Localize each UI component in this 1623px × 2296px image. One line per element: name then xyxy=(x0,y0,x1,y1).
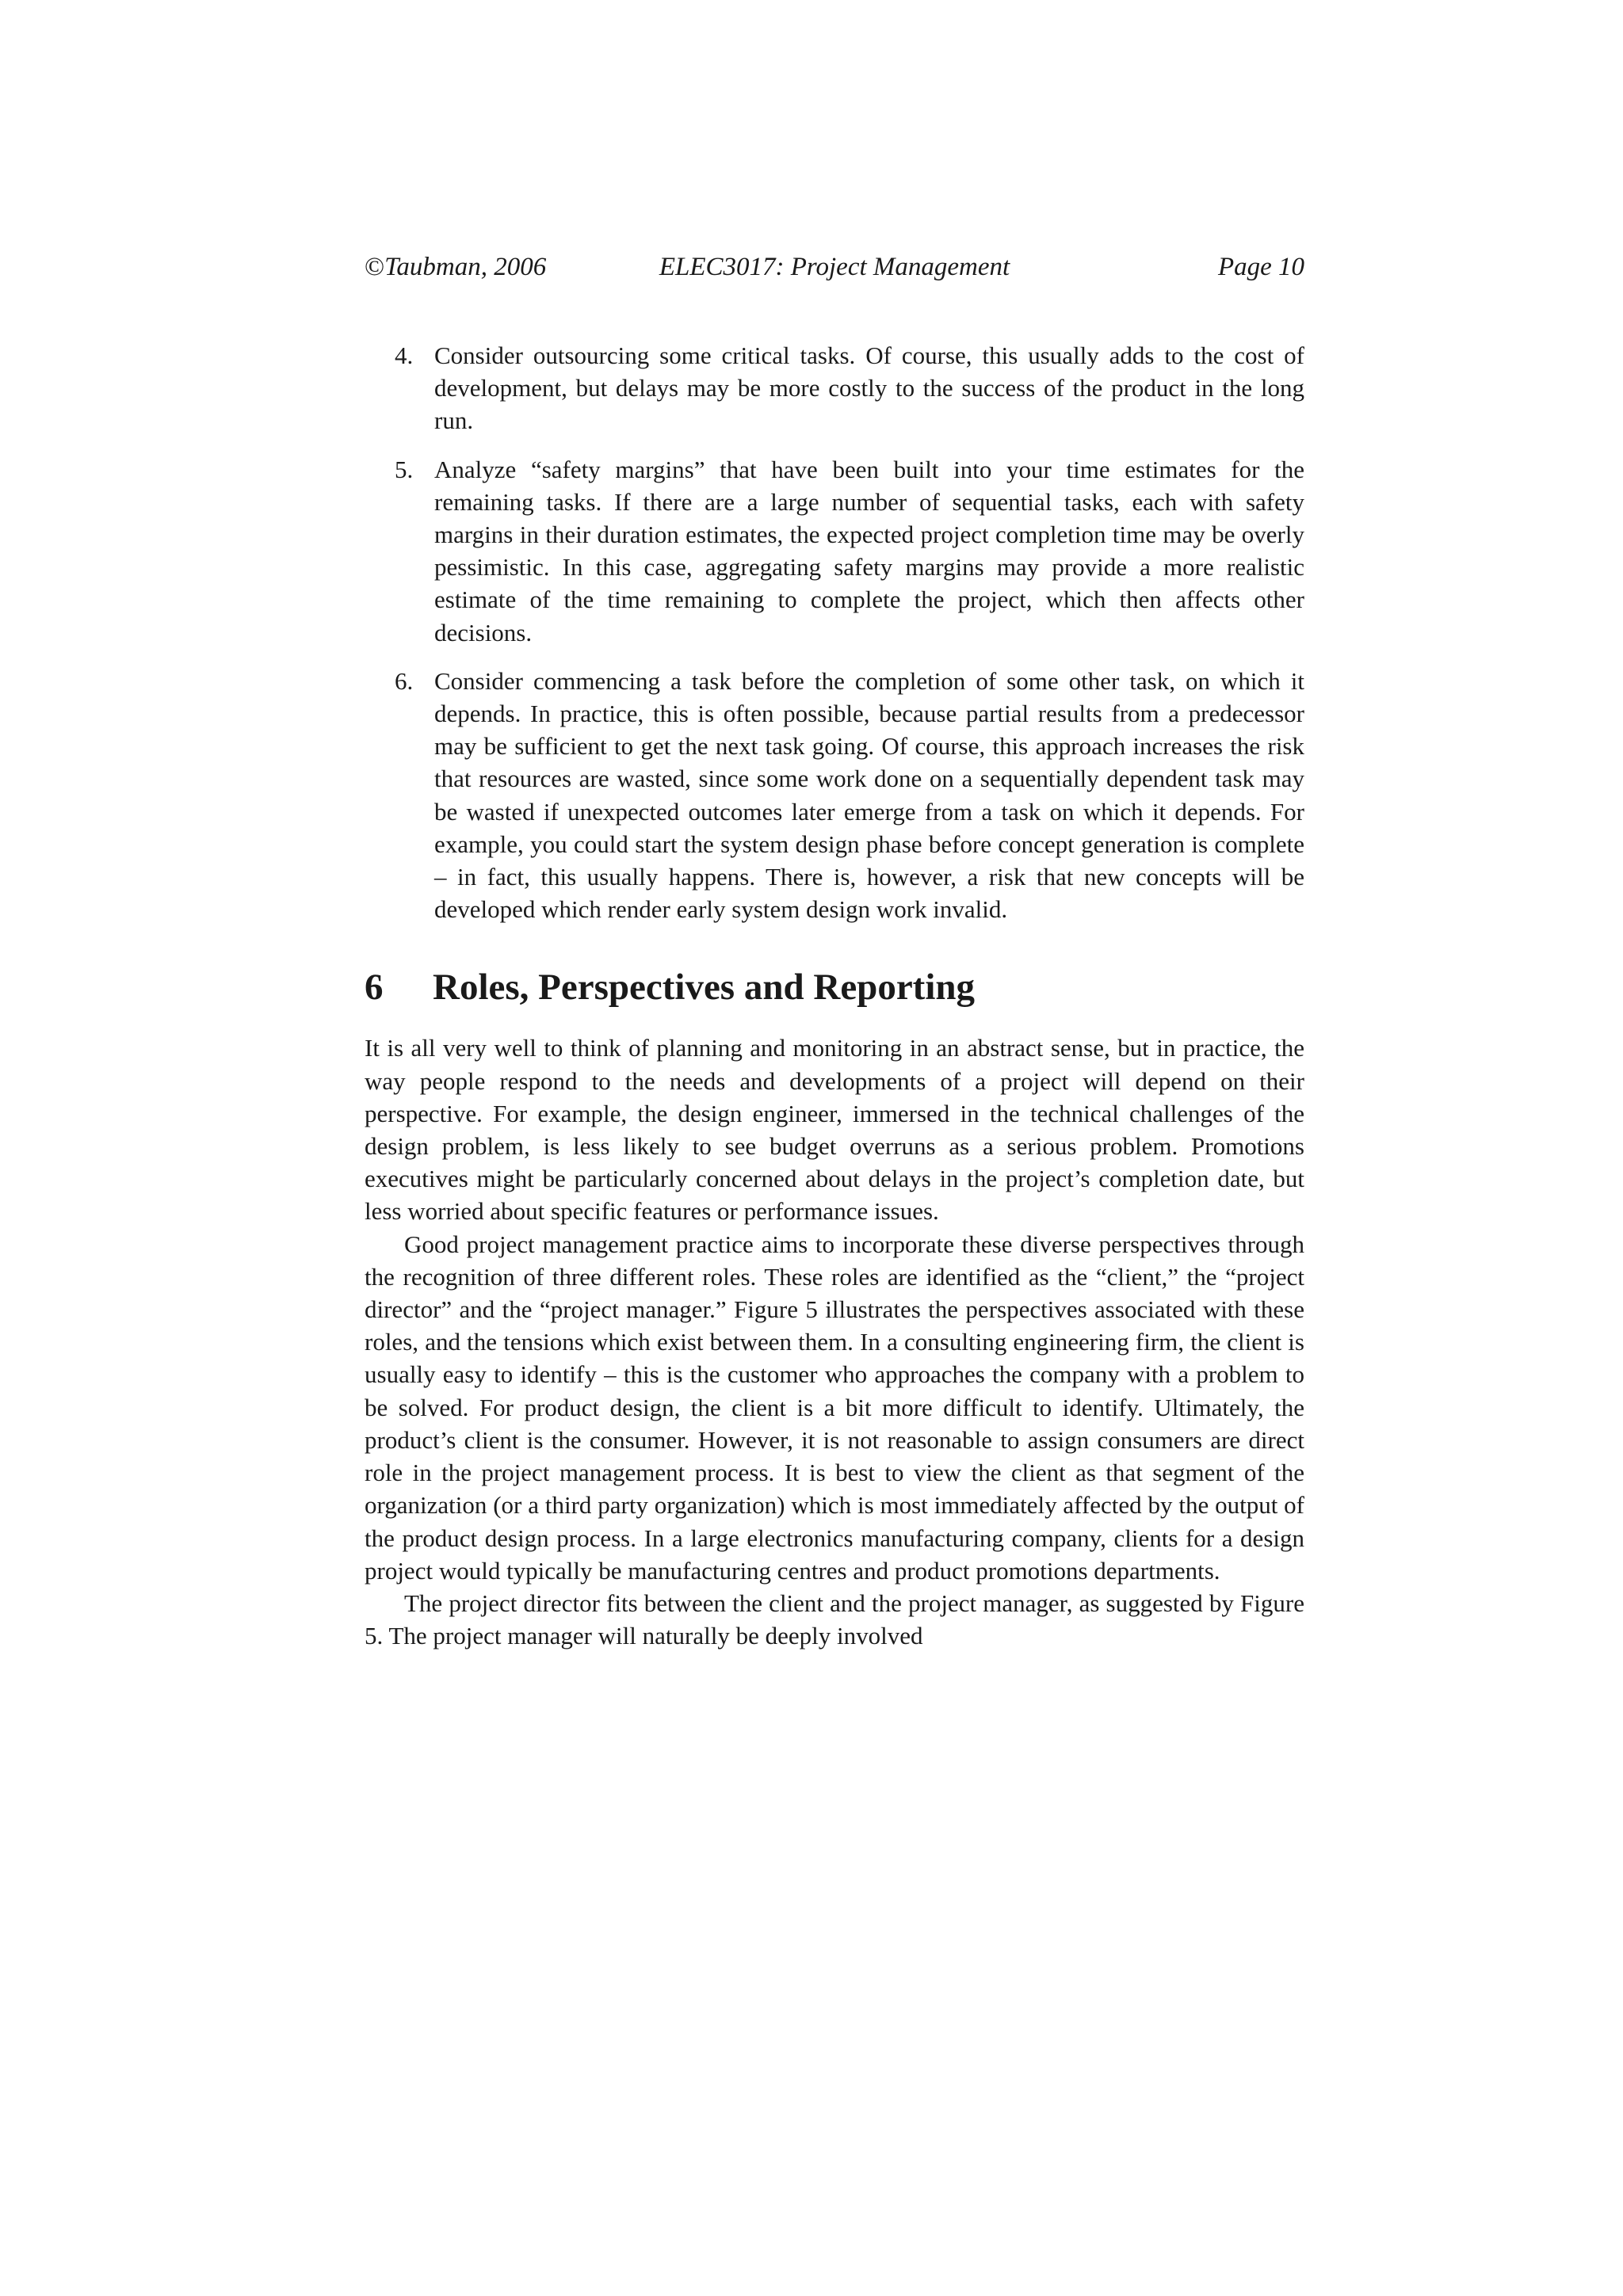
numbered-list xyxy=(365,339,1304,925)
copyright-symbol: © xyxy=(365,253,385,281)
body-content xyxy=(365,339,1304,1652)
list-item xyxy=(365,339,1304,437)
header-course: ELEC3017: Project Management xyxy=(659,253,1010,281)
header-author-year: Taubman, 2006 xyxy=(384,253,547,281)
list-item-number: 6. xyxy=(395,666,414,695)
list-item xyxy=(365,665,1304,926)
section-number: 6 xyxy=(365,967,384,1009)
paragraph: Good project management practice aims to incorporate these diverse perspectives through the recognition of three different roles. These roles are identified as the “client,” the “project director” and the “project manager.” Figure 5 illustrates the perspectives associated with these roles, and the tensions which exist between them. In a consulting engineering firm, the client is usually easy to identify – this is the customer who approaches the company with a problem to be solved. For product design, the client is a bit more difficult to identify. Ultimately, the product’s client is the consumer. However, it is not reasonable to assign consumers are direct role in the project management process. It is best to view the client as that segment of the organization (or a third party organization) which is most immediately affected by the output of the product design process. In a large electronics manufacturing company, clients for a design project would typically be manufacturing centres and product promotions departments. xyxy=(365,1230,1304,1585)
paragraph: It is all very well to think of planning and monitoring in an abstract sense, but in practice, the way people respond to the needs and developments of a project will depend on their perspective. For example, the design engineer, immersed in the technical challenges of the design problem, is less likely to see budget overruns as a serious problem. Promotions executives might be particularly concerned about delays in the project’s completion date, but less worried about specific features or performance issues. xyxy=(365,1034,1304,1226)
section-title: Roles, Perspectives and Reporting xyxy=(433,967,976,1009)
list-item-number: 5. xyxy=(395,455,414,483)
paragraph: The project director fits between the client and the project manager, as suggested by Figure 5. The project manager will naturally be deeply involved xyxy=(365,1589,1304,1650)
list-item-text: Analyze “safety margins” that have been built into your time estimates for the remaining tasks. If there are a large number of sequential tasks, each with safety margins in their duration estimates, the expected project completion time may be overly pessimistic. In this case, aggregating safety margins may provide a more realistic estimate of the time remaining to complete the project, which then affects other decisions. xyxy=(434,455,1304,646)
list-item-text: Consider commencing a task before the completion of some other task, on which it depends. In practice, this is often possible, because partial results from a predecessor may be sufficient to get the next task going. Of course, this approach increases the risk that resources are wasted, since some work done on a sequentially dependent task may be wasted if unexpected outcomes later emerge from a task on which it depends. For example, you could start the system design phase before concept generation is complete – in fact, this usually happens. There is, however, a risk that new concepts will be developed which render early system design work invalid. xyxy=(434,666,1304,924)
list-item-number: 4. xyxy=(395,341,414,369)
running-header xyxy=(365,247,1304,287)
list-item-text: Consider outsourcing some critical tasks. Of course, this usually adds to the cost of development, but delays may be more costly to the success of the product in the long run. xyxy=(434,341,1304,435)
header-page-number: Page 10 xyxy=(1217,253,1304,281)
section-heading xyxy=(365,965,1304,1009)
list-item xyxy=(365,453,1304,649)
